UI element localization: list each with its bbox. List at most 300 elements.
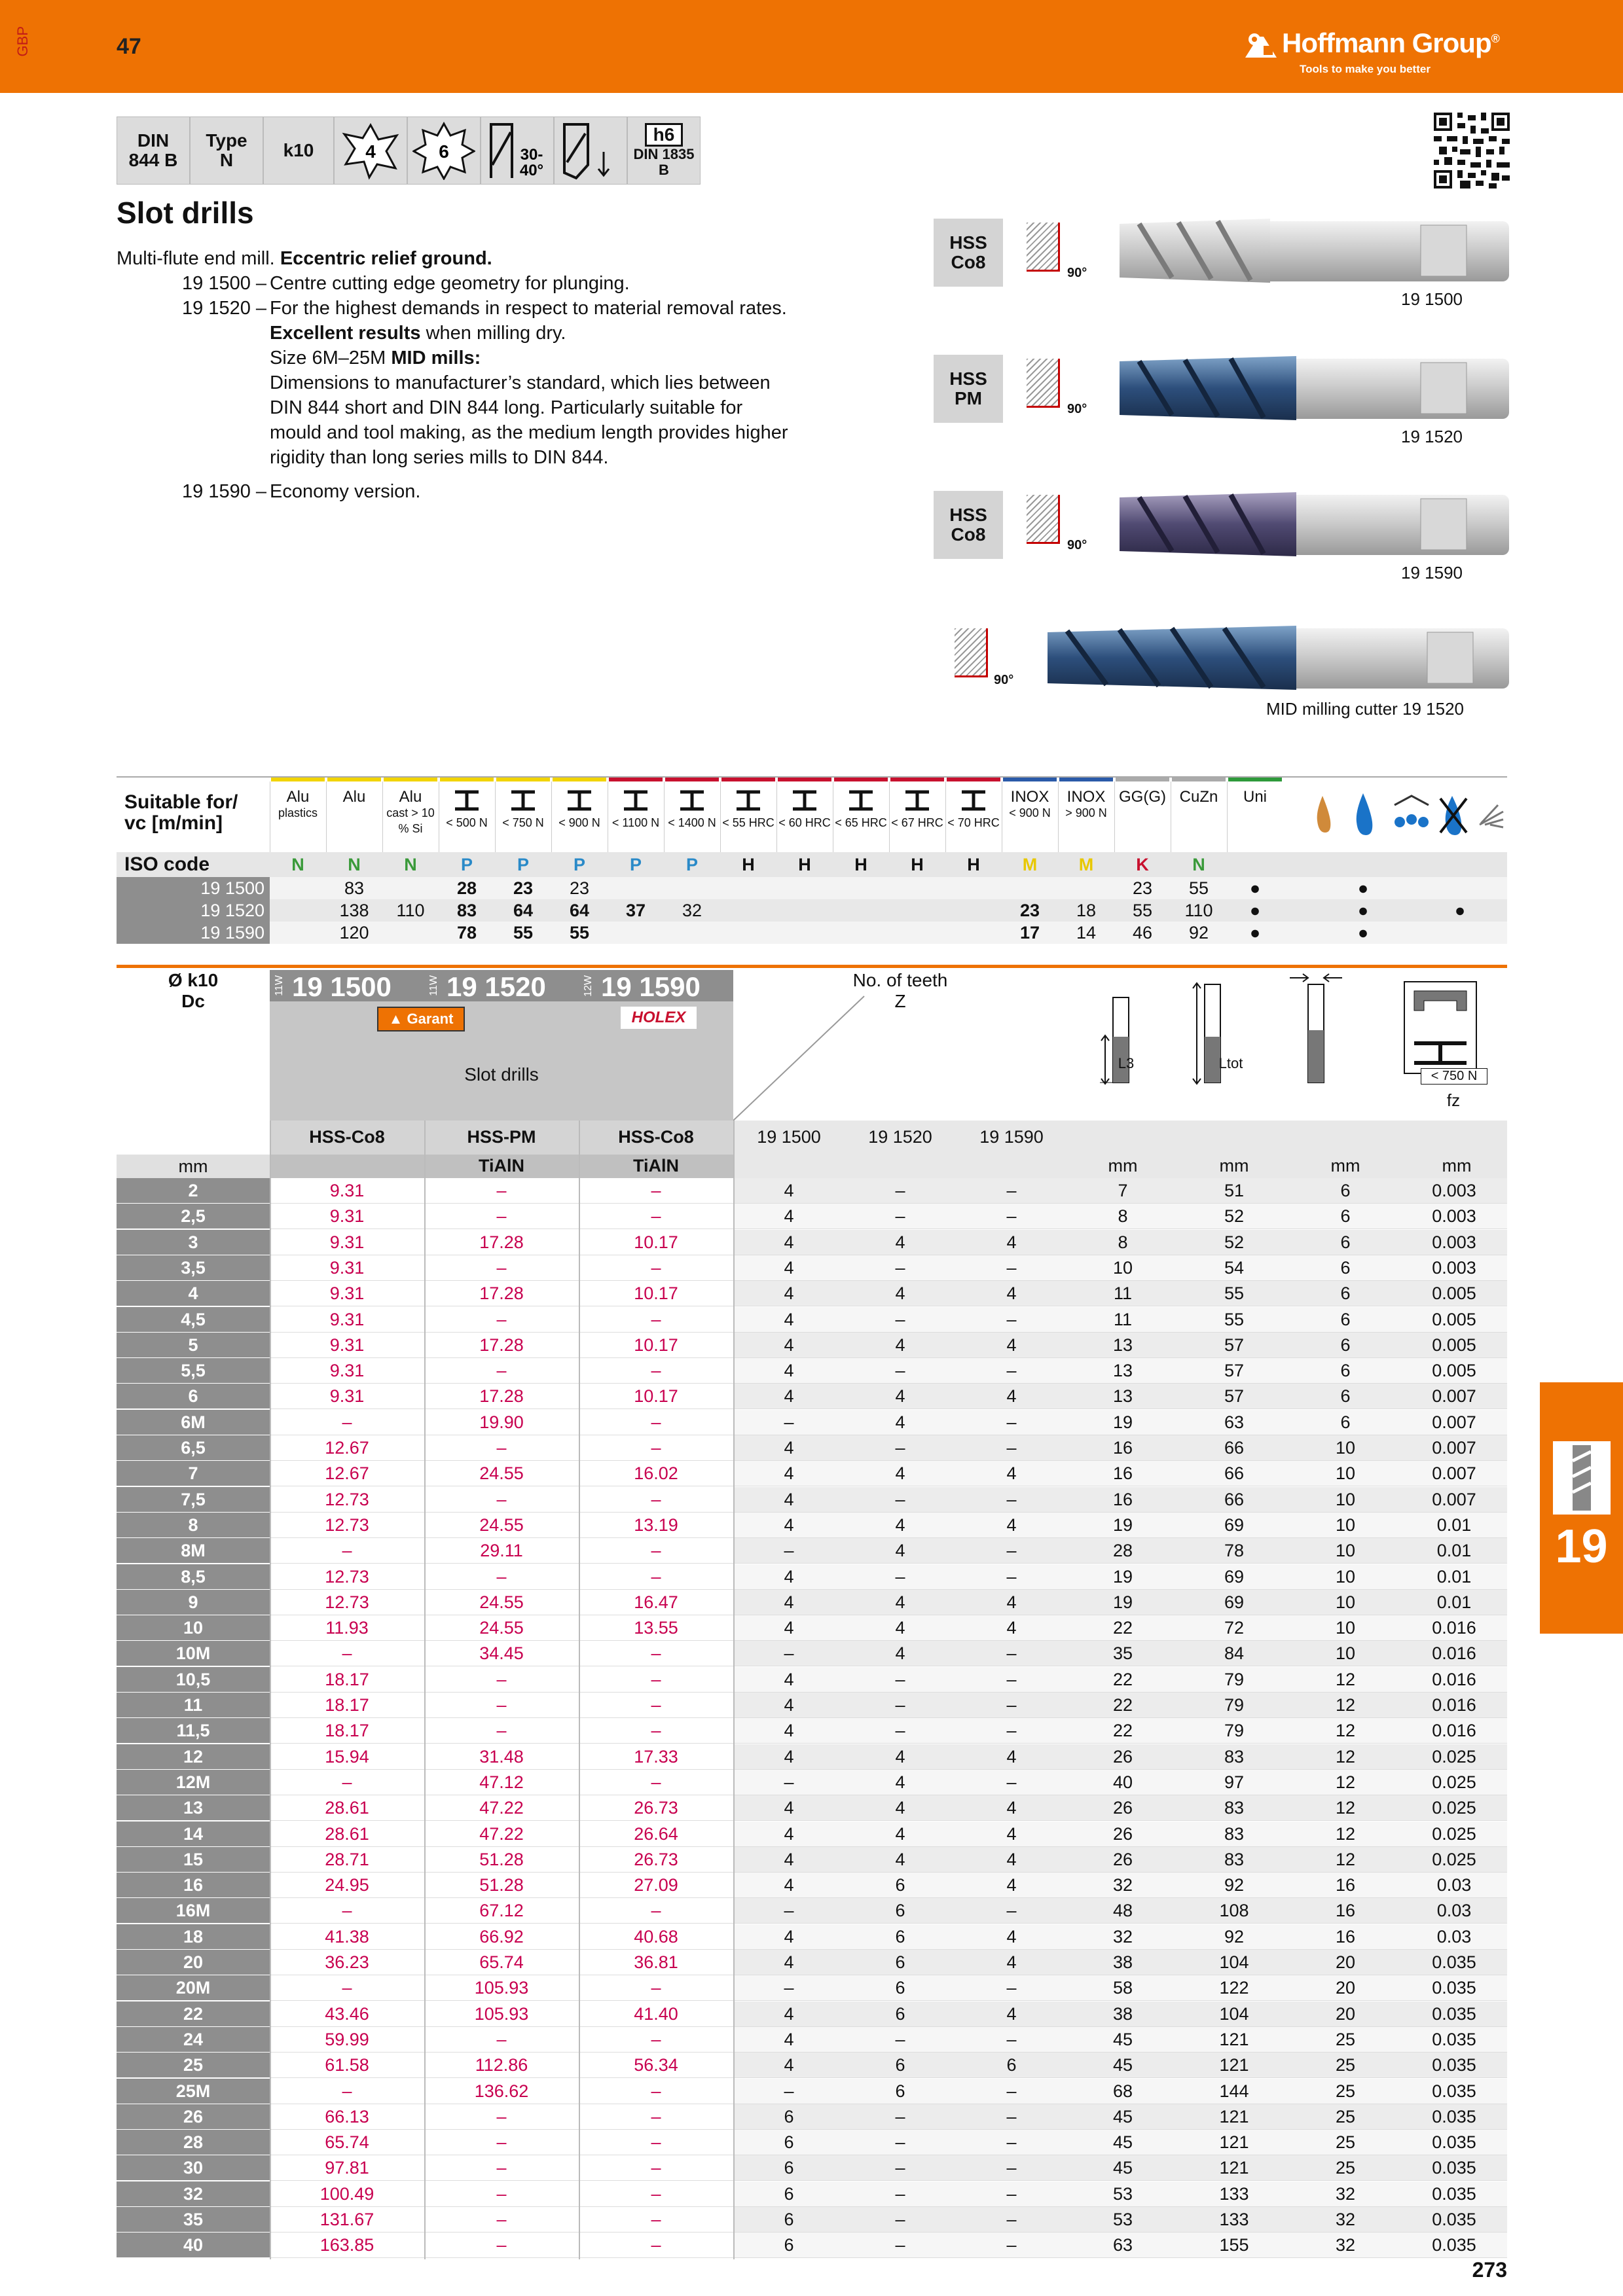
diameter: 3	[117, 1230, 270, 1255]
teeth-1500: –	[784, 2081, 794, 2101]
price-1520[interactable]: 19.90	[479, 1412, 524, 1432]
price-1500[interactable]: 12.73	[325, 1592, 369, 1612]
price-1520[interactable]: –	[496, 1489, 507, 1509]
price-1520[interactable]: –	[496, 1206, 507, 1227]
price-1500[interactable]: 12.67	[325, 1463, 369, 1484]
feed: 0.007	[1432, 1463, 1476, 1484]
table-row	[117, 1358, 1507, 1384]
price-1590[interactable]: 10.17	[634, 1283, 678, 1304]
shank-dia: 10	[1335, 1618, 1356, 1638]
suitability-value: 23	[1132, 878, 1153, 898]
price-1520[interactable]: 105.93	[474, 2003, 529, 2024]
teeth-code: 19 1500	[757, 1127, 821, 1147]
badge-6-flutes	[407, 117, 481, 185]
teeth-1500: 4	[784, 1181, 794, 1200]
price-1500[interactable]: 9.31	[329, 1335, 365, 1355]
price-1520[interactable]: 31.48	[479, 1746, 524, 1767]
shank-dia: 12	[1335, 1798, 1356, 1818]
diameter: 6M	[117, 1410, 270, 1435]
brand-name: Hoffmann Group	[1282, 27, 1491, 58]
price-1500[interactable]: 18.17	[325, 1721, 369, 1741]
l3: 16	[1112, 1438, 1133, 1458]
price-1590[interactable]: 16.02	[634, 1463, 678, 1484]
l3: 45	[1112, 2029, 1133, 2049]
price-1500[interactable]: 12.73	[325, 1566, 369, 1587]
teeth-1500: 4	[784, 1746, 794, 1767]
price-1590[interactable]: 10.17	[634, 1335, 678, 1355]
teeth-1500: 4	[784, 1721, 794, 1741]
shank-dia: 10	[1335, 1643, 1356, 1664]
price-1500[interactable]: 18.17	[325, 1695, 369, 1715]
price-1590[interactable]: –	[651, 1721, 661, 1741]
intro-text-2: For the highest demands in respect to material removal rates.	[270, 298, 787, 319]
iso-code: H	[742, 855, 755, 874]
price-1500[interactable]: 18.17	[325, 1669, 369, 1689]
price-1520[interactable]: 105.93	[474, 1978, 529, 1998]
price-1520[interactable]: 47.22	[479, 1823, 524, 1844]
ltot: 122	[1219, 1978, 1249, 1998]
ltot: 79	[1224, 1695, 1245, 1715]
price-1520[interactable]: –	[496, 2158, 507, 2178]
teeth-1520: 6	[895, 1901, 905, 1921]
ltot: 52	[1224, 1232, 1245, 1252]
price-1500[interactable]: 43.46	[325, 2003, 369, 2024]
teeth-1590: –	[1006, 1309, 1017, 1329]
shank-dia: 25	[1335, 2055, 1356, 2075]
chapter-tab[interactable]	[1540, 1382, 1623, 1634]
feed: 0.025	[1432, 1746, 1476, 1767]
l3: 19	[1112, 1412, 1133, 1432]
price-1520[interactable]: 24.55	[479, 1515, 524, 1535]
price-1590[interactable]: 26.73	[634, 1798, 678, 1818]
teeth-1520: –	[895, 1695, 905, 1715]
price-1520[interactable]: 24.55	[479, 1618, 524, 1638]
price-1500[interactable]: 9.31	[329, 1232, 365, 1252]
teeth-1500: 4	[784, 1438, 794, 1458]
material-sub: cast > 10 % Si	[386, 806, 435, 835]
teeth-1590: 4	[1006, 1515, 1017, 1535]
price-1500[interactable]: –	[342, 1901, 352, 1921]
price-1590[interactable]: –	[651, 1541, 661, 1561]
ltot: 84	[1224, 1643, 1245, 1664]
teeth-1590: –	[1006, 2106, 1017, 2126]
l3: 16	[1112, 1463, 1133, 1484]
material-color-bar	[553, 778, 606, 781]
price-1500[interactable]: –	[342, 1412, 352, 1432]
teeth-1500: 4	[784, 1592, 794, 1612]
price-1500[interactable]: –	[342, 1978, 352, 1998]
table-row	[117, 2053, 1507, 2078]
price-1590[interactable]: –	[651, 1489, 661, 1509]
suitability-value: 78	[456, 923, 477, 942]
teeth-1520: –	[895, 1257, 905, 1278]
price-1520[interactable]: 17.28	[479, 1386, 524, 1407]
teeth-1590: –	[1006, 2235, 1017, 2255]
teeth-1520: 6	[895, 2055, 905, 2075]
price-1500[interactable]: 12.67	[325, 1438, 369, 1458]
l3: 11	[1113, 1283, 1133, 1304]
price-1520[interactable]: –	[496, 2029, 507, 2049]
iso-label: ISO code	[124, 853, 210, 875]
price-1500[interactable]: 131.67	[319, 2210, 374, 2229]
feed: 0.003	[1432, 1257, 1476, 1278]
price-1520[interactable]: 47.22	[479, 1798, 524, 1818]
price-1520[interactable]: 67.12	[479, 1901, 524, 1921]
price-1590[interactable]: –	[651, 1206, 661, 1227]
price-1500[interactable]: 28.71	[325, 1849, 369, 1869]
price-1520[interactable]: 51.28	[479, 1849, 524, 1869]
price-1520[interactable]: 65.74	[479, 1952, 524, 1972]
l3: 32	[1112, 1926, 1133, 1946]
price-1500[interactable]: –	[342, 1541, 352, 1561]
shank-dia: 12	[1335, 1772, 1356, 1792]
price-1520[interactable]: 112.86	[475, 2055, 528, 2075]
price-1590[interactable]: 36.81	[634, 1952, 678, 1972]
diameter: 32	[117, 2181, 270, 2207]
price-1500[interactable]: 9.31	[329, 1361, 365, 1381]
iso-code: M	[1022, 855, 1038, 874]
ltot: 69	[1224, 1566, 1245, 1587]
badge-4-flutes	[334, 117, 407, 185]
shank-dia: 25	[1335, 2029, 1356, 2049]
price-1590[interactable]: –	[651, 1901, 661, 1921]
l3: 63	[1112, 2235, 1133, 2255]
table-row	[117, 1924, 1507, 1950]
price-1500[interactable]: 9.31	[329, 1386, 365, 1407]
steel-beam-icon	[509, 789, 538, 812]
price-1500[interactable]: 28.61	[325, 1823, 369, 1844]
shank-dia: 32	[1335, 2210, 1356, 2229]
price-1520[interactable]: –	[496, 1695, 507, 1715]
price-1520[interactable]: 136.62	[474, 2081, 529, 2101]
material-color-bar	[327, 778, 381, 781]
ltot: 133	[1219, 2210, 1249, 2229]
teeth-1520: 4	[895, 1643, 905, 1664]
qr-code[interactable]	[1434, 113, 1510, 188]
price-1590[interactable]: –	[651, 1643, 661, 1664]
table-row	[117, 1770, 1507, 1795]
l3: 13	[1112, 1335, 1133, 1355]
material-column-head	[889, 789, 945, 831]
price-1590[interactable]: –	[651, 1772, 661, 1792]
price-1520[interactable]: –	[496, 2210, 507, 2229]
price-1520[interactable]: –	[496, 1257, 507, 1278]
price-1520[interactable]: –	[496, 1566, 507, 1587]
shank-dia: 10	[1335, 1438, 1356, 1458]
price-1500[interactable]: 9.31	[329, 1309, 365, 1329]
teeth-1500: 6	[784, 2183, 794, 2204]
teeth-1520: –	[895, 2029, 905, 2049]
brand-logo-icon	[1244, 31, 1282, 59]
price-1500[interactable]: 41.38	[325, 1926, 369, 1946]
coolant-dot: ●	[1357, 901, 1369, 920]
shank-dia: 12	[1335, 1721, 1356, 1741]
badge-din: DIN 844 B	[117, 117, 190, 185]
feed: 0.01	[1436, 1541, 1472, 1561]
price-1500[interactable]: 28.61	[325, 1798, 369, 1818]
table-row	[117, 1590, 1507, 1615]
iso-code: N	[348, 855, 361, 874]
material-sub: < 750 N	[502, 816, 544, 829]
price-1590[interactable]: 40.68	[634, 1926, 678, 1946]
price-1500[interactable]: 100.49	[319, 2183, 374, 2204]
price-1590[interactable]: 41.40	[634, 2003, 678, 2024]
price-1590[interactable]: –	[651, 1309, 661, 1329]
price-1590[interactable]: 26.73	[634, 1849, 678, 1869]
column-divider	[733, 1121, 735, 2259]
shank-dia: 6	[1340, 1386, 1351, 1407]
price-1590[interactable]: –	[651, 2081, 661, 2101]
shank-dia: 25	[1335, 2081, 1356, 2101]
price-1520[interactable]: 17.28	[479, 1283, 524, 1304]
suitability-value: 55	[1132, 901, 1153, 920]
teeth-1590: 4	[1006, 1463, 1017, 1484]
shank-dia: 25	[1335, 2158, 1356, 2178]
price-1500[interactable]: 12.73	[325, 1515, 369, 1535]
teeth-1500: 4	[784, 2003, 794, 2024]
shank-dia: 20	[1335, 1952, 1356, 1972]
price-1500[interactable]: 65.74	[325, 2132, 369, 2153]
steel-beam-icon	[621, 789, 650, 812]
price-1520[interactable]: 29.11	[480, 1541, 523, 1561]
diameter: 13	[117, 1795, 270, 1821]
suitability-value: 92	[1188, 923, 1209, 942]
ltot: 79	[1224, 1721, 1245, 1741]
teeth-1520: 4	[895, 1232, 905, 1252]
price-1500[interactable]: 24.95	[325, 1875, 369, 1895]
material-sub: < 500 N	[446, 816, 488, 829]
price-1520[interactable]: 17.28	[479, 1335, 524, 1355]
price-1590[interactable]: 56.34	[634, 2055, 678, 2075]
dimension-unit: mm	[1219, 1156, 1249, 1175]
price-1520[interactable]: 34.45	[479, 1643, 524, 1664]
ltot: 52	[1224, 1206, 1245, 1227]
teeth-1500: 4	[784, 1695, 794, 1715]
l3: 22	[1112, 1695, 1133, 1715]
teeth-1500: 4	[784, 1849, 794, 1869]
diameter: 22	[117, 2001, 270, 2027]
shank-dia: 25	[1335, 2132, 1356, 2153]
price-1500[interactable]: 15.94	[325, 1746, 369, 1767]
svg-text:40°: 40°	[519, 162, 544, 179]
shank-dia: 10	[1335, 1463, 1356, 1484]
price-1500[interactable]: 36.23	[325, 1952, 369, 1972]
teeth-1590: –	[1006, 2029, 1017, 2049]
teeth-1520: –	[895, 1309, 905, 1329]
shank-dia: 6	[1340, 1257, 1351, 1278]
price-1590[interactable]: 10.17	[634, 1386, 678, 1407]
price-1500[interactable]: 11.93	[325, 1618, 369, 1638]
shank-dia: 10	[1335, 1515, 1356, 1535]
shank-dia: 10	[1335, 1489, 1356, 1509]
teeth-1590: 4	[1006, 1335, 1017, 1355]
teeth-1590: –	[1006, 1643, 1017, 1664]
material-name: GG(G)	[1119, 788, 1166, 806]
price-1520[interactable]: 17.28	[479, 1232, 524, 1252]
feed: 0.03	[1436, 1875, 1472, 1895]
price-1520[interactable]: –	[496, 1669, 507, 1689]
teeth-1590: 4	[1006, 1849, 1017, 1869]
price-1520[interactable]: –	[496, 2132, 507, 2153]
intro-code-2: 19 1520 –	[182, 298, 267, 319]
teeth-1520: 4	[895, 1335, 905, 1355]
ltot: 92	[1224, 1926, 1245, 1946]
price-1500[interactable]: 61.58	[325, 2055, 369, 2075]
badge-type: Type N	[190, 117, 263, 185]
price-1520[interactable]: –	[496, 2183, 507, 2204]
ltot: 57	[1224, 1386, 1245, 1407]
price-1520[interactable]: 51.28	[479, 1875, 524, 1895]
hatch-4	[955, 628, 988, 677]
price-1500[interactable]: 163.85	[319, 2235, 374, 2255]
teeth-code: 19 1590	[979, 1127, 1044, 1147]
price-1520[interactable]: –	[496, 1438, 507, 1458]
diameter: 30	[117, 2155, 270, 2181]
price-1590[interactable]: –	[651, 2183, 661, 2204]
teeth-1500: 4	[784, 1335, 794, 1355]
price-1590[interactable]: –	[651, 2029, 661, 2049]
price-1500[interactable]: 9.31	[329, 1206, 365, 1227]
material-sub: < 70 HRC	[947, 816, 1000, 829]
price-1500[interactable]: 9.31	[329, 1257, 365, 1278]
teeth-1500: 4	[784, 1386, 794, 1407]
diameter: 10	[117, 1615, 270, 1641]
price-1590[interactable]: 10.17	[634, 1232, 678, 1252]
intro-text-10: Economy version.	[270, 481, 421, 502]
table-row	[117, 2207, 1507, 2233]
price-1520[interactable]: –	[496, 1721, 507, 1741]
shank-dia: 6	[1340, 1412, 1351, 1432]
price-1590[interactable]: 13.19	[634, 1515, 678, 1535]
price-1520[interactable]: 66.92	[479, 1926, 524, 1946]
price-1590[interactable]: –	[651, 2235, 661, 2255]
ltot: 121	[1219, 2029, 1249, 2049]
l3: 58	[1112, 1978, 1133, 1998]
table-row	[117, 1873, 1507, 1898]
price-1590[interactable]: –	[651, 2132, 661, 2153]
price-1590[interactable]: –	[651, 2210, 661, 2229]
l3-label: L3	[1118, 1055, 1135, 1071]
price-1590[interactable]: –	[651, 1257, 661, 1278]
price-1520[interactable]: –	[496, 2106, 507, 2126]
ltot: 121	[1219, 2132, 1249, 2153]
diameter: 10,5	[117, 1667, 270, 1693]
price-1590[interactable]: –	[651, 1181, 661, 1200]
price-1590[interactable]: 26.64	[634, 1823, 678, 1844]
price-1520[interactable]: –	[496, 1361, 507, 1381]
teeth-1590: –	[1006, 1181, 1017, 1200]
price-1500[interactable]: –	[342, 2081, 352, 2101]
intro-text-7: DIN 844 short and DIN 844 long. Particularly suitable for	[270, 397, 743, 418]
price-1590[interactable]: –	[651, 1695, 661, 1715]
price-1590[interactable]: 17.33	[634, 1746, 678, 1767]
table-row	[117, 1744, 1507, 1770]
price-1520[interactable]: –	[496, 1181, 507, 1200]
price-1500[interactable]: 66.13	[325, 2106, 369, 2126]
suitability-value: 37	[625, 901, 646, 920]
price-1500[interactable]: 9.31	[329, 1283, 365, 1304]
price-1520[interactable]: –	[496, 2235, 507, 2255]
price-1590[interactable]: –	[651, 1566, 661, 1587]
diameter: 4,5	[117, 1307, 270, 1333]
price-1500[interactable]: 9.31	[329, 1181, 365, 1200]
iso-code: P	[573, 855, 585, 874]
feed-icon	[1404, 982, 1476, 1073]
price-1590[interactable]: 27.09	[634, 1875, 678, 1895]
ltot: 66	[1224, 1438, 1245, 1458]
teeth-1520: –	[895, 2235, 905, 2255]
teeth-1500: 4	[784, 1798, 794, 1818]
material-grade: HSS-Co8	[309, 1127, 385, 1147]
angle-3: 90°	[1067, 538, 1087, 552]
price-1590[interactable]: –	[651, 1669, 661, 1689]
price-1520[interactable]: 24.55	[479, 1463, 524, 1484]
price-1500[interactable]: 59.99	[325, 2029, 369, 2049]
price-1590[interactable]: –	[651, 2158, 661, 2178]
price-1500[interactable]: 12.73	[325, 1489, 369, 1509]
teeth-1520: 4	[895, 1746, 905, 1767]
diameter: 14	[117, 1821, 270, 1847]
table-row	[117, 1847, 1507, 1873]
table-row	[117, 2130, 1507, 2155]
teeth-1520: –	[895, 2158, 905, 2178]
price-1500[interactable]: –	[342, 1772, 352, 1792]
suitability-row	[117, 877, 1507, 899]
price-1590[interactable]: –	[651, 2106, 661, 2126]
shank-dia: 12	[1335, 1823, 1356, 1844]
price-1590[interactable]: –	[651, 1438, 661, 1458]
price-1590[interactable]: 16.47	[634, 1592, 678, 1612]
suitability-value: 17	[1019, 923, 1040, 942]
material-column-head	[1058, 789, 1114, 821]
uni-dot: ●	[1249, 878, 1261, 898]
feed: 0.025	[1432, 1849, 1476, 1869]
teeth-1590: 4	[1006, 1746, 1017, 1767]
price-1520[interactable]: 47.12	[479, 1772, 524, 1792]
feed: 0.035	[1432, 2132, 1476, 2153]
table-row	[117, 2233, 1507, 2258]
material-color-bar	[778, 778, 831, 781]
iso-code: N	[291, 855, 304, 874]
price-1500[interactable]: –	[342, 1643, 352, 1664]
teeth-1500: 4	[784, 1309, 794, 1329]
teeth-1500: 4	[784, 1257, 794, 1278]
price-1500[interactable]: 97.81	[325, 2158, 369, 2178]
ltot: 83	[1224, 1849, 1245, 1869]
material-column-head	[495, 789, 551, 831]
price-1520[interactable]: –	[496, 1309, 507, 1329]
emulsion-drop-icon	[1357, 793, 1373, 835]
table-row	[117, 1898, 1507, 1924]
teeth-1590: –	[1006, 1695, 1017, 1715]
price-1590[interactable]: –	[651, 1361, 661, 1381]
l3: 8	[1118, 1206, 1128, 1227]
price-1520[interactable]: 24.55	[479, 1592, 524, 1612]
feed: 0.003	[1432, 1181, 1476, 1200]
teeth-1590: 4	[1006, 1283, 1017, 1304]
teeth-1520: 4	[895, 1386, 905, 1407]
material-name: Alu	[286, 788, 310, 806]
material-column-head	[270, 789, 326, 821]
table-row	[117, 1307, 1507, 1333]
diameter: 10M	[117, 1641, 270, 1666]
price-1590[interactable]: 13.55	[634, 1618, 678, 1638]
table-row	[117, 2155, 1507, 2181]
price-1590[interactable]: –	[651, 1412, 661, 1432]
product-prefix: 11W	[274, 975, 285, 996]
uni-dot: ●	[1249, 923, 1261, 942]
price-1590[interactable]: –	[651, 1978, 661, 1998]
